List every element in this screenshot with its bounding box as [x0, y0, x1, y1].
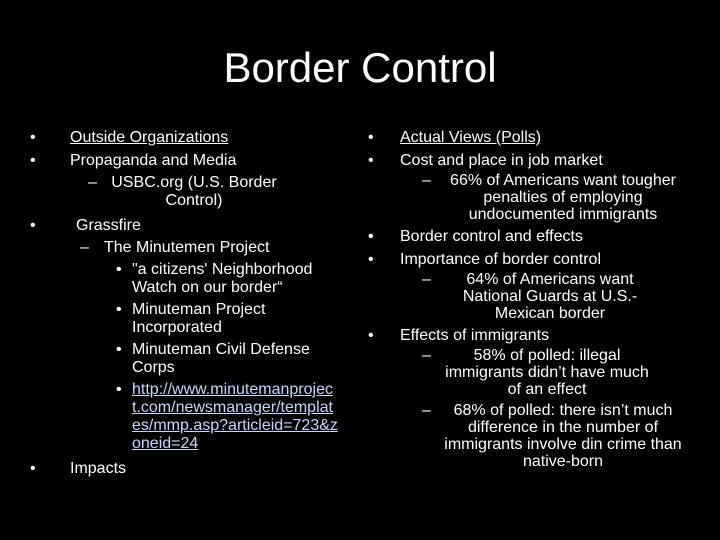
right-item-importance: [368, 250, 690, 269]
left-subsub-incorporated: [30, 301, 340, 337]
left-sub-minutemen: [30, 239, 350, 257]
left-subsub-watch: [30, 261, 340, 297]
bullet-icon: •: [116, 381, 122, 398]
item-label: Propaganda and Media: [70, 152, 237, 169]
item-label: Cost and place in job market: [400, 152, 603, 169]
bullet-icon: •: [368, 327, 374, 344]
bullet-icon: •: [368, 129, 374, 146]
dash-icon: –: [88, 174, 97, 191]
item-label: Importance of border control: [400, 251, 601, 268]
bullet-icon: •: [116, 341, 122, 358]
sub-label: 58% of polled: illegal immigrants didn’t have much of an effect: [445, 347, 649, 398]
item-label: Outside Organizations: [70, 129, 229, 146]
item-label: Impacts: [70, 460, 127, 477]
item-label: Actual Views (Polls): [400, 129, 542, 146]
right-column: [368, 128, 690, 474]
bullet-icon: •: [30, 217, 36, 234]
left-item-grassfire: [30, 216, 350, 235]
minuteman-project-link[interactable]: http://www.minutemanproject.com/newsmanager/templates/mmp.asp?articleid=723&zoneid=24: [132, 381, 338, 452]
right-sub-national-guards: [422, 271, 662, 322]
left-sub-usbc: [88, 174, 288, 210]
right-item-border-control: [368, 227, 690, 246]
right-item-actual-views: [368, 128, 690, 147]
item-label: Effects of immigrants: [400, 327, 550, 344]
right-sub-penalties: [422, 172, 688, 223]
right-sub-crime-poll: [422, 402, 688, 470]
left-item-propaganda: [30, 151, 350, 170]
bullet-icon: •: [30, 129, 36, 146]
right-item-cost: [368, 151, 690, 170]
dash-icon: –: [422, 271, 431, 288]
sub-label: 68% of polled: there isn’t much difference in the number of immigrants involve din crime than native-born: [444, 402, 682, 470]
left-subsub-civil-defense: [30, 341, 340, 377]
right-item-effects: [368, 326, 690, 345]
subsub-label: "a citizens' Neighborhood Watch on our border“: [132, 261, 313, 296]
dash-icon: –: [422, 172, 431, 189]
sub-label: The Minutemen Project: [104, 239, 270, 256]
subsub-label: Minuteman Project Incorporated: [132, 301, 266, 336]
left-subsub-link: [30, 381, 340, 453]
dash-icon: –: [422, 402, 431, 419]
left-item-impacts: [30, 459, 350, 478]
bullet-icon: •: [368, 152, 374, 169]
item-label: Grassfire: [76, 217, 141, 234]
sub-label: 64% of Americans want National Guards at U.S.-Mexican border: [462, 271, 638, 322]
left-column: [30, 128, 350, 482]
dash-icon: –: [80, 239, 89, 256]
subsub-label: Minuteman Civil Defense Corps: [132, 341, 310, 376]
bullet-icon: •: [368, 228, 374, 245]
item-label: Border control and effects: [400, 228, 583, 245]
bullet-icon: •: [30, 460, 36, 477]
sub-label: USBC.org (U.S. Border Control): [111, 174, 277, 209]
bullet-icon: •: [30, 152, 36, 169]
sub-label: 66% of Americans want tougher penalties of employing undocumented immigrants: [450, 172, 676, 223]
right-sub-effect-poll: [422, 347, 656, 398]
bullet-icon: •: [368, 251, 374, 268]
left-item-outside-organizations: [30, 128, 350, 147]
bullet-icon: •: [116, 301, 122, 318]
bullet-icon: •: [116, 261, 122, 278]
dash-icon: –: [422, 347, 431, 364]
slide-title: Border Control: [223, 44, 497, 91]
